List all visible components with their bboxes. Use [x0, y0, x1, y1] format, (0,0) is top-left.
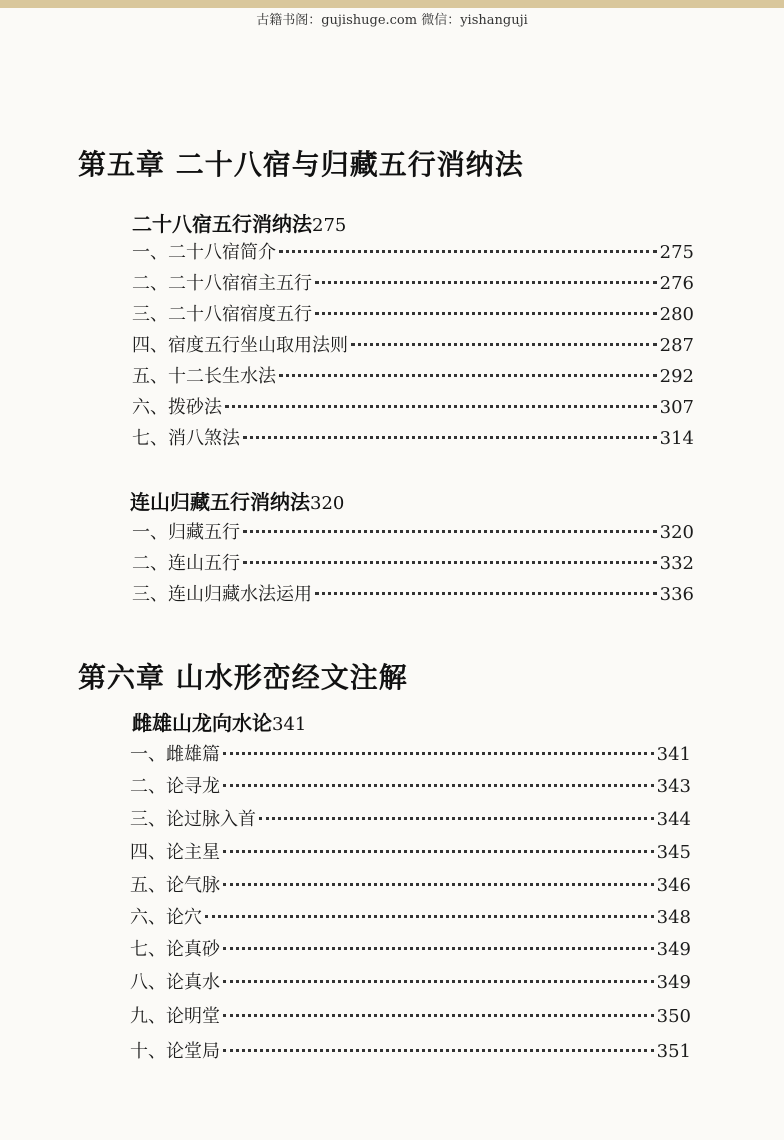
toc-entry-label: 一、雌雄篇	[130, 744, 220, 765]
toc-entry-page: 349	[656, 939, 691, 960]
toc-entry[interactable]	[130, 968, 691, 994]
leader-dots	[351, 343, 657, 346]
leader-dots	[223, 883, 654, 886]
toc-entry-label: 八、论真水	[130, 972, 220, 993]
toc-entry[interactable]	[130, 871, 691, 897]
section-title-text: 连山归藏五行消纳法	[130, 490, 310, 514]
toc-entry-page: 349	[656, 972, 691, 993]
toc-entry-page: 350	[656, 1006, 691, 1027]
toc-entry[interactable]	[130, 838, 691, 864]
top-border	[0, 0, 784, 8]
toc-entry-label: 三、论过脉入首	[130, 809, 256, 830]
toc-entry[interactable]	[132, 238, 694, 264]
toc-entry[interactable]	[132, 549, 694, 575]
leader-dots	[223, 752, 654, 755]
leader-dots	[243, 436, 657, 439]
toc-entry-label: 九、论明堂	[130, 1006, 220, 1027]
leader-dots	[279, 250, 657, 253]
toc-entry-page: 314	[659, 428, 694, 449]
toc-entry-page: 346	[656, 875, 691, 896]
leader-dots	[243, 530, 657, 533]
chapter-title: 第五章 二十八宿与归藏五行消纳法	[78, 148, 524, 181]
toc-entry-label: 七、论真砂	[130, 939, 220, 960]
leader-dots	[315, 312, 657, 315]
toc-entry-page: 292	[659, 366, 694, 387]
toc-entry-page: 343	[656, 776, 691, 797]
toc-entry-label: 十、论堂局	[130, 1041, 220, 1062]
section-title-text: 雌雄山龙向水论	[132, 711, 272, 735]
toc-entry-page: 275	[659, 242, 694, 263]
toc-entry[interactable]	[132, 580, 694, 606]
leader-dots	[223, 1049, 654, 1052]
toc-entry-page: 287	[659, 335, 694, 356]
toc-entry-label: 三、二十八宿宿度五行	[132, 304, 312, 325]
leader-dots	[243, 561, 657, 564]
toc-entry[interactable]	[130, 1002, 691, 1028]
toc-entry-page: 345	[656, 842, 691, 863]
toc-entry[interactable]	[130, 935, 691, 961]
toc-entry[interactable]	[132, 300, 694, 326]
toc-entry-page: 280	[659, 304, 694, 325]
section-title-text: 二十八宿五行消纳法	[132, 212, 312, 236]
watermark-text: 古籍书阁：gujishuge.com 微信：yishanguji	[256, 13, 528, 28]
toc-entry-page: 307	[659, 397, 694, 418]
toc-entry-page: 348	[656, 907, 691, 928]
toc-entry-label: 一、归藏五行	[132, 522, 240, 543]
leader-dots	[259, 817, 654, 820]
toc-entry-label: 二、连山五行	[132, 553, 240, 574]
toc-entry-label: 五、论气脉	[130, 875, 220, 896]
toc-entry-label: 六、拨砂法	[132, 397, 222, 418]
toc-entry[interactable]	[132, 424, 694, 450]
chapter-title: 第六章 山水形峦经文注解	[78, 661, 408, 694]
toc-entry[interactable]	[130, 1037, 691, 1063]
section-title	[132, 707, 306, 736]
toc-entry-label: 四、宿度五行坐山取用法则	[132, 335, 348, 356]
toc-entry-label: 三、连山归藏水法运用	[132, 584, 312, 605]
toc-entry[interactable]	[130, 903, 691, 929]
toc-entry-label: 六、论穴	[130, 907, 202, 928]
toc-entry[interactable]	[132, 331, 694, 357]
toc-entry-page: 344	[656, 809, 691, 830]
leader-dots	[223, 947, 654, 950]
toc-entry[interactable]	[132, 393, 694, 419]
toc-entry-page: 320	[659, 522, 694, 543]
toc-entry-page: 332	[659, 553, 694, 574]
leader-dots	[279, 374, 657, 377]
leader-dots	[223, 784, 654, 787]
section-page-number: 275	[312, 215, 347, 236]
toc-entry-page: 351	[656, 1041, 691, 1062]
toc-entry[interactable]	[130, 805, 691, 831]
toc-entry[interactable]	[130, 740, 691, 766]
toc-entry[interactable]	[130, 772, 691, 798]
leader-dots	[223, 850, 654, 853]
toc-entry[interactable]	[132, 518, 694, 544]
toc-entry-label: 一、二十八宿简介	[132, 242, 276, 263]
toc-entry-label: 二、二十八宿宿主五行	[132, 273, 312, 294]
toc-entry-label: 五、十二长生水法	[132, 366, 276, 387]
leader-dots	[205, 915, 654, 918]
toc-entry-page: 341	[656, 744, 691, 765]
toc-entry[interactable]	[132, 269, 694, 295]
section-page-number: 341	[272, 714, 307, 735]
leader-dots	[223, 980, 654, 983]
toc-entry-page: 276	[659, 273, 694, 294]
leader-dots	[315, 281, 657, 284]
leader-dots	[315, 592, 657, 595]
section-page-number: 320	[310, 493, 345, 514]
toc-entry-label: 七、消八煞法	[132, 428, 240, 449]
leader-dots	[225, 405, 657, 408]
toc-entry[interactable]	[132, 362, 694, 388]
section-title	[130, 486, 344, 515]
toc-entry-label: 四、论主星	[130, 842, 220, 863]
section-title	[132, 208, 346, 237]
leader-dots	[223, 1014, 654, 1017]
toc-entry-page: 336	[659, 584, 694, 605]
toc-entry-label: 二、论寻龙	[130, 776, 220, 797]
